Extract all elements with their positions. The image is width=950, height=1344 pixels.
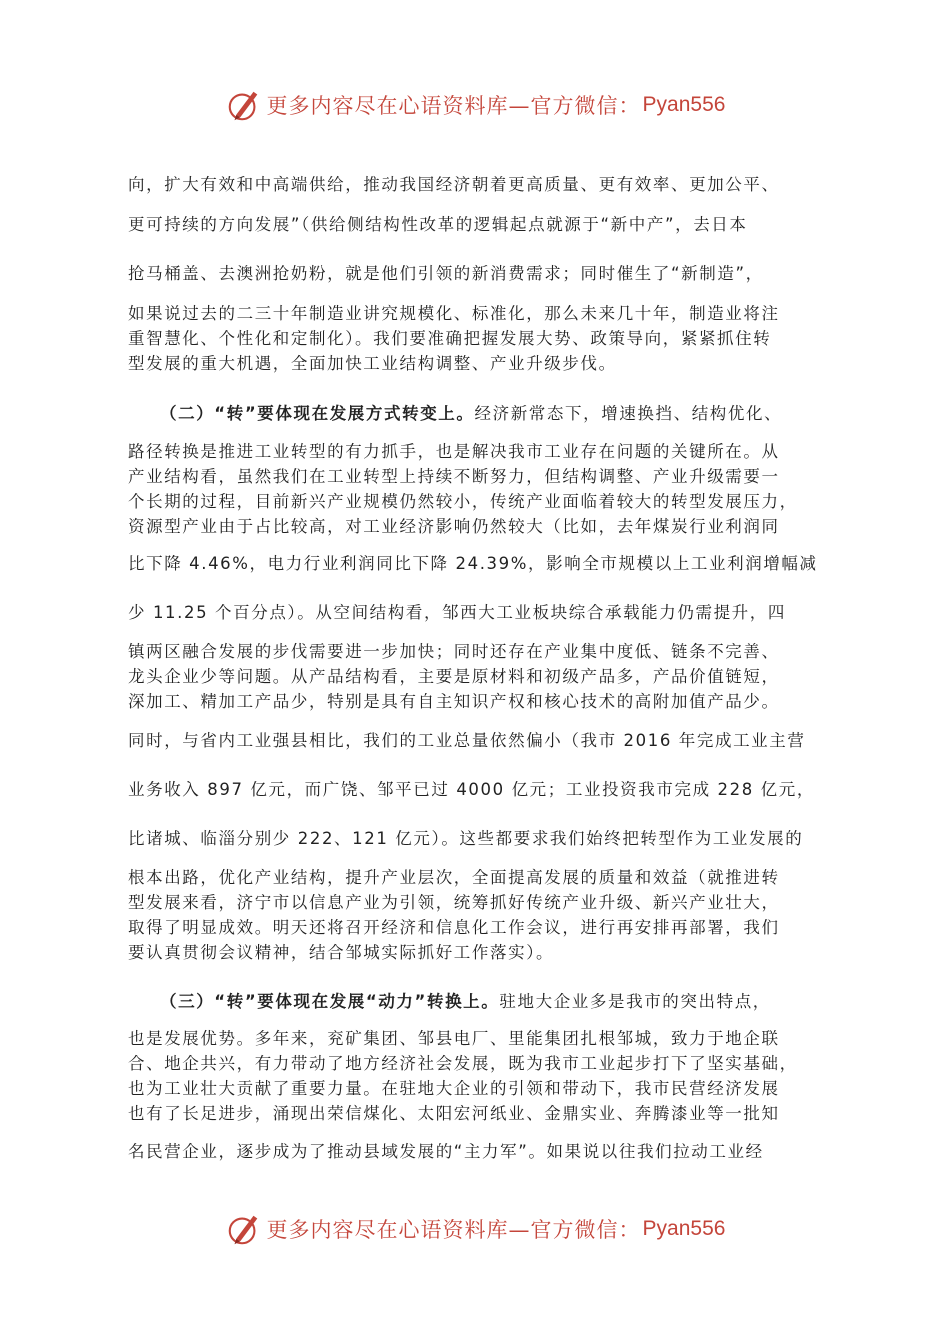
text-line: 名民营企业，逐步成为了推动县域发展的“主力军”。如果说以往我们拉动工业经 [128, 1142, 764, 1161]
text-line: 取得了明显成效。明天还将召开经济和信息化工作会议，进行再安排再部署，我们 [128, 918, 780, 937]
text-line: 少 11.25 个百分点）。从空间结构看，邹西大工业板块综合承载能力仍需提升，四 [128, 603, 786, 622]
text-line: 抢马桶盖、去澳洲抢奶粉，就是他们引领的新消费需求；同时催生了“新制造”， [128, 264, 764, 283]
text-line: 深加工、精加工产品少，特别是具有自主知识产权和核心技术的高附加值产品少。 [128, 692, 780, 711]
section-heading: （三）“转”要体现在发展“动力”转换上。 [160, 992, 500, 1011]
text-line: 型发展来看，济宁市以信息产业为引领，统筹抓好传统产业升级、新兴产业壮大， [128, 893, 780, 912]
footer-banner[interactable] [0, 1204, 950, 1254]
text-line: 路径转换是推进工业转型的有力抓手，也是解决我市工业存在问题的关键所在。从 [128, 442, 780, 461]
pen-logo-icon [225, 86, 263, 124]
text-span: 经济新常态下，增速换挡、结构优化、 [474, 404, 783, 423]
text-line: 更可持续的方向发展”（供给侧结构性改革的逻辑起点就源于“新中产”，去日本 [128, 215, 748, 234]
footer-banner-id: Pyan556 [642, 1217, 726, 1240]
text-line: 型发展的重大机遇，全面加快工业结构调整、产业升级步伐。 [128, 354, 617, 373]
pen-logo-icon [225, 1210, 263, 1248]
footer-banner-text: 更多内容尽在心语资料库—官方微信： [266, 1218, 641, 1242]
text-line: 也有了长足进步，涌现出荣信煤化、太阳宏河纸业、金鼎实业、奔腾漆业等一批知 [128, 1104, 780, 1123]
text-line: 重智慧化、个性化和定制化）。我们要准确把握发展大势、政策导向，紧紧抓住转 [128, 329, 772, 348]
text-line: 也为工业壮大贡献了重要力量。在驻地大企业的引领和带动下，我市民营经济发展 [128, 1079, 780, 1098]
header-banner-text: 更多内容尽在心语资料库—官方微信： [266, 94, 641, 118]
text-line: 合、地企共兴，有力带动了地方经济社会发展，既为我市工业起步打下了坚实基础， [128, 1054, 798, 1073]
text-line: 根本出路，优化产业结构，提升产业层次，全面提高发展的质量和效益（就推进转 [128, 868, 780, 887]
text-span: 驻地大企业多是我市的突出特点， [499, 992, 771, 1011]
text-line: 比下降 4.46%，电力行业利润同比下降 24.39%，影响全市规模以上工业利润增幅减 [128, 554, 818, 573]
text-line: 如果说过去的二三十年制造业讲究规模化、标准化，那么未来几十年，制造业将注 [128, 304, 780, 323]
text-line: 产业结构看，虽然我们在工业转型上持续不断努力，但结构调整、产业升级需要一 [128, 467, 780, 486]
paragraph-2-first-line [160, 402, 835, 426]
text-line: 资源型产业由于占比较高，对工业经济影响仍然较大（比如，去年煤炭行业利润同 [128, 517, 780, 536]
text-line: 比诸城、临淄分别少 222、121 亿元）。这些都要求我们始终把转型作为工业发展的 [128, 829, 804, 848]
paragraph-3-first-line [160, 990, 835, 1014]
text-line: 业务收入 897 亿元，而广饶、邹平已过 4000 亿元；工业投资我市完成 228 亿元， [128, 780, 815, 799]
text-line: 同时，与省内工业强县相比，我们的工业总量依然偏小（我市 2016 年完成工业主营 [128, 731, 806, 750]
text-line: 龙头企业少等问题。从产品结构看，主要是原材料和初级产品多，产品价值链短， [128, 667, 780, 686]
text-line: 镇两区融合发展的步伐需要进一步加快；同时还存在产业集中度低、链条不完善、 [128, 642, 780, 661]
header-banner-id: Pyan556 [642, 93, 726, 116]
text-line: 个长期的过程，目前新兴产业规模仍然较小，传统产业面临着较大的转型发展压力， [128, 492, 798, 511]
text-line: 要认真贯彻会议精神，结合邹城实际抓好工作落实）。 [128, 943, 555, 962]
text-line: 也是发展优势。多年来，兖矿集团、邹县电厂、里能集团扎根邹城，致力于地企联 [128, 1029, 780, 1048]
header-banner[interactable] [0, 80, 950, 130]
text-line: 向，扩大有效和中高端供给，推动我国经济朝着更高质量、更有效率、更加公平、 [128, 175, 780, 194]
section-heading: （二）“转”要体现在发展方式转变上。 [160, 404, 475, 423]
